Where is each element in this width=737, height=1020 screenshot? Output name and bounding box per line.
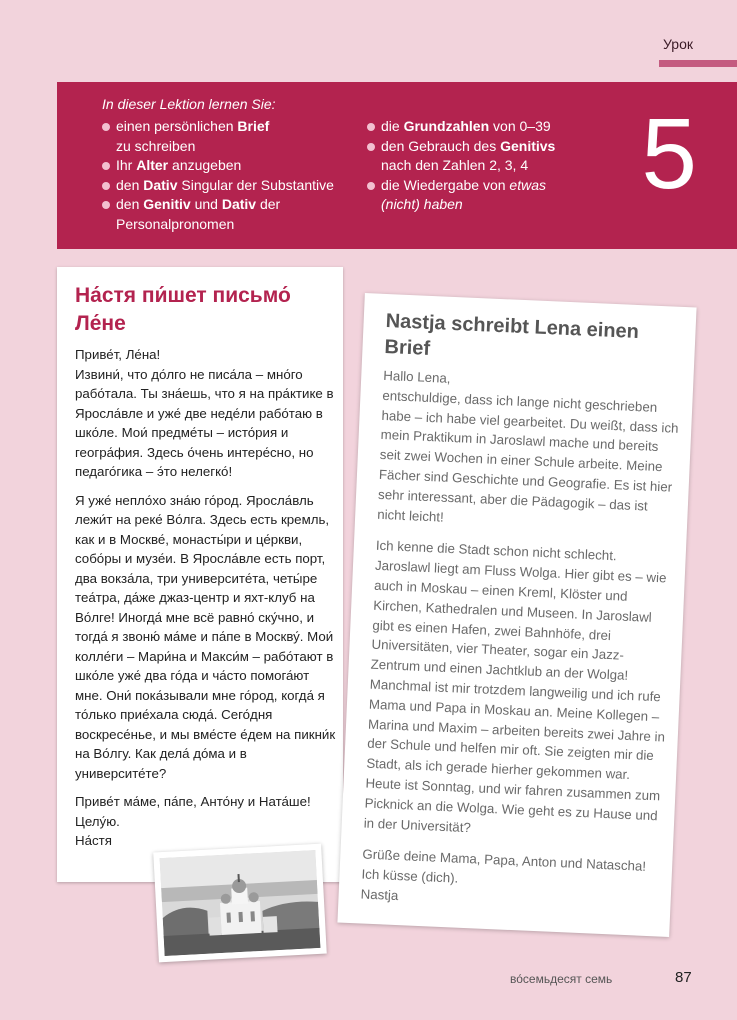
- german-letter-body: [360, 366, 684, 929]
- german-paragraph: Grüße deine Mama, Papa, Anton und Natascha! Ich küsse (dich). Nastja: [360, 846, 647, 904]
- russian-letter-card: [57, 267, 343, 882]
- russian-letter-body: [75, 345, 337, 860]
- goal-item: den Dativ Singular der Substantive: [102, 176, 352, 196]
- russian-paragraph: Я уже́ непло́хо зна́ю го́род. Яросла́вль лежи́т на реке́ Во́лга. Здесь есть кремль, как и в Москве́, монасты́ри и це́ркви, собо́ры и музе́и. В Яросла́вле есть порт, два вокза́ла, три университе́та, четы́ре теа́тра, да́же джаз-центр и яхт-клуб на Во́лге! Иногда́ мне всё равно́ ску́чно, и тогда́ я звоню́ ма́ме и па́пе в Москву́. Мои́ колле́ги – Мари́на и Макси́м – рабо́тают в шко́ле уже́ два го́да и ча́сто помога́ют мне. Они́ пока́зывали мне го́род, когда́ я то́лько прие́хала сюда́. Сего́дня воскресе́нье, и мы вме́сте е́дем на пикни́к на Во́лгу. Как дела́ до́ма и в университе́те?: [75, 492, 336, 781]
- russian-paragraph: Приве́т ма́ме, па́пе, Анто́ну и Ната́ше! Целу́ю. На́стя: [75, 794, 311, 848]
- german-letter-card: [337, 293, 696, 937]
- lesson-accent-bar: [659, 60, 737, 67]
- goal-item: den Gebrauch des Genitivs nach den Zahlen 2, 3, 4: [367, 137, 567, 176]
- banner-intro: In dieser Lektion lernen Sie:: [102, 96, 276, 112]
- lesson-goals-banner: [57, 82, 737, 249]
- goals-list-right: [367, 117, 567, 215]
- cathedral-photo-illustration: [160, 850, 321, 956]
- german-paragraph: Ich kenne die Stadt schon nicht schlecht. Jaroslawl liegt am Fluss Wolga. Hier gibt es – wie auch in Moskau – einen Kreml, Klöster und Kirchen, Kathedralen und Museen. In Jaroslawl gibt es einen Hafen, zwei Bahnhöfe, drei Universitäten, vier Theater, sogar ein Jazz-Zentrum und einen Jachtklub an der Wolga! Manchmal ist mir trotzdem langweilig und ich rufe Mama und Papa in Moskau an. Meine Kollegen – Marina und Maxim – arbeiten bereits zwei Jahre in der Schule und helfen mir oft. Sie zeigten mir die Stadt, als ich gerade hierher gekommen war. Heute ist Sonntag, und wir fahren zusammen zum Picknick an die Wolga. Wie geht es zu Hause und in der Universität?: [363, 538, 667, 835]
- russian-paragraph: Приве́т, Ле́на! Извини́, что до́лго не писа́ла – мно́го рабо́тала. Ты зна́ешь, что я на пра́ктике в Яросла́вле и уже́ две неде́ли рабо́таю в шко́ле. Мои́ предме́ты – исто́рия и геогра́фия. Здесь о́чень интере́сно, но педаго́гика – э́то нелегко́!: [75, 347, 334, 479]
- goal-item: die Grundzahlen von 0–39: [367, 117, 567, 137]
- goal-item: Ihr Alter anzugeben: [102, 156, 352, 176]
- russian-letter-title: На́стя пи́шет письмо́ Ле́не: [75, 284, 291, 335]
- lesson-number: 5: [641, 98, 697, 210]
- goal-item: den Genitiv und Dativ der Personalpronomen: [102, 195, 352, 234]
- goal-item: einen persönlichen Brief zu schreiben: [102, 117, 352, 156]
- goal-item: die Wiedergabe von etwas (nicht) haben: [367, 176, 567, 215]
- german-letter-title: Nastja schreibt Lena einen Brief: [384, 310, 640, 360]
- german-paragraph: Hallo Lena, entschuldige, dass ich lange nicht geschrieben habe – ich habe viel gearbeitet. Du weißt, dass ich mein Praktikum in Jaroslawl mache und bereits seit zwei Wochen in einer Schule arbeite. Meine Fächer sind Geschichte und Geografie. Es ist hier sehr interessant, aber die Pädagogik – das ist nicht leicht!: [376, 367, 679, 525]
- lesson-label: Урок: [663, 36, 693, 52]
- page-number: 87: [675, 969, 692, 986]
- page-number-words: во́семьдесят семь: [510, 972, 613, 986]
- yaroslavl-photo: [153, 844, 327, 963]
- goals-list-left: [102, 117, 352, 234]
